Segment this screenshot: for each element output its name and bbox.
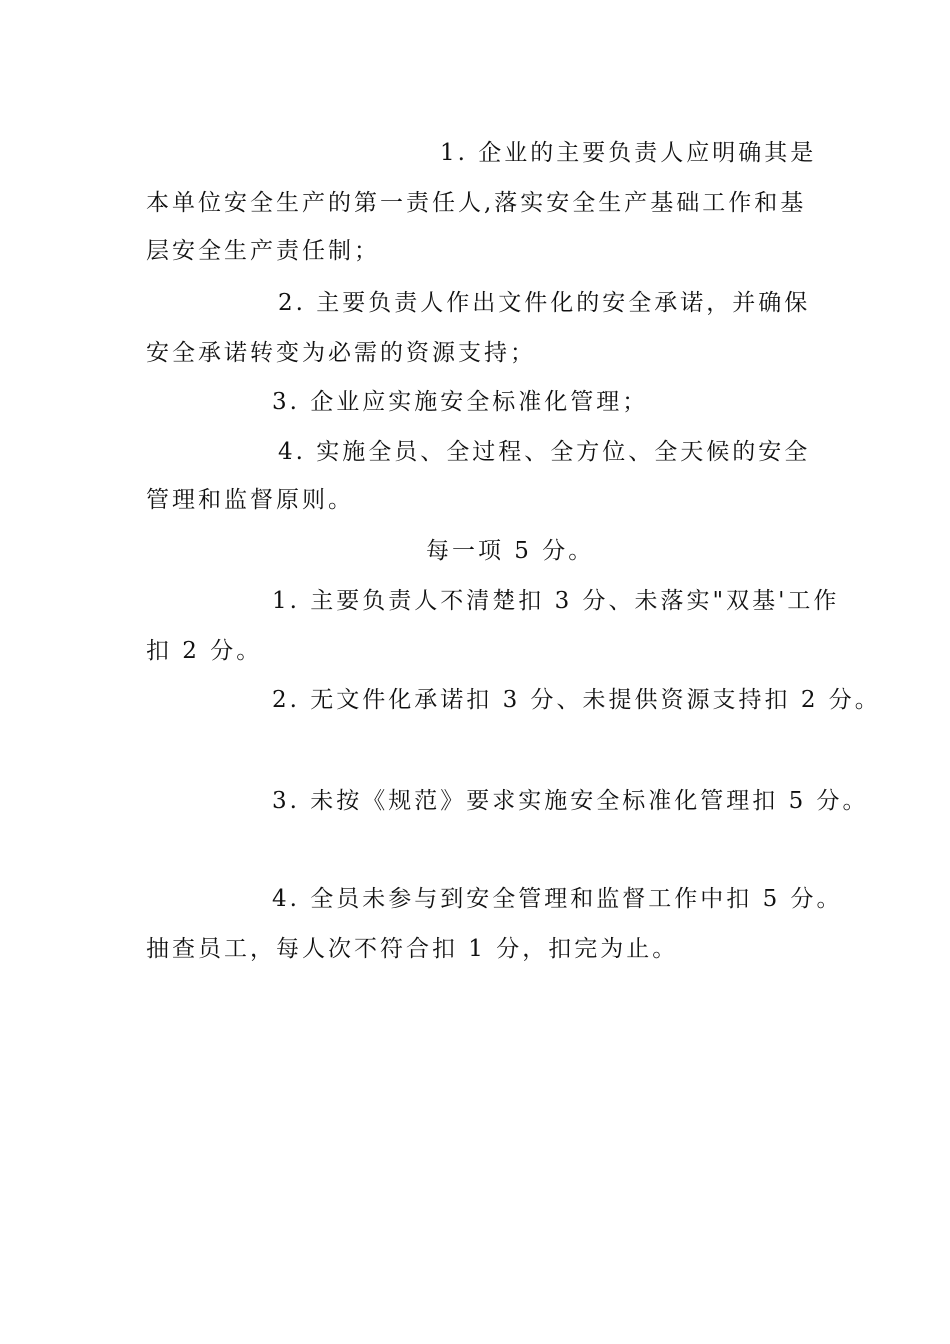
paragraph-line: 4. 全员未参与到安全管理和监督工作中扣 5 分。 (272, 886, 843, 912)
paragraph-line: 1. 主要负责人不清楚扣 3 分、未落实"双基'工作 (272, 588, 840, 614)
paragraph-line: 管理和监督原则。 (146, 487, 354, 513)
paragraph-line: 2. 无文件化承诺扣 3 分、未提供资源支持扣 2 分。 (272, 687, 881, 713)
paragraph-line: 3. 企业应实施安全标准化管理； (272, 389, 649, 415)
paragraph-line: 本单位安全生产的第一责任人,落实安全生产基础工作和基 (146, 190, 807, 216)
paragraph-line: 抽查员工，每人次不符合扣 1 分，扣完为止。 (146, 936, 679, 962)
paragraph-line: 安全承诺转变为必需的资源支持； (146, 340, 536, 366)
paragraph-line: 2. 主要负责人作出文件化的安全承诺，并确保 (278, 290, 811, 316)
paragraph-line: 1. 企业的主要负责人应明确其是 (440, 140, 817, 166)
paragraph-line: 扣 2 分。 (146, 638, 263, 664)
paragraph-line: 4. 实施全员、全过程、全方位、全天候的安全 (278, 439, 811, 465)
paragraph-line: 3. 未按《规范》要求实施安全标准化管理扣 5 分。 (272, 788, 869, 814)
score-heading: 每一项 5 分。 (426, 538, 595, 564)
paragraph-line: 层安全生产责任制； (146, 238, 380, 264)
